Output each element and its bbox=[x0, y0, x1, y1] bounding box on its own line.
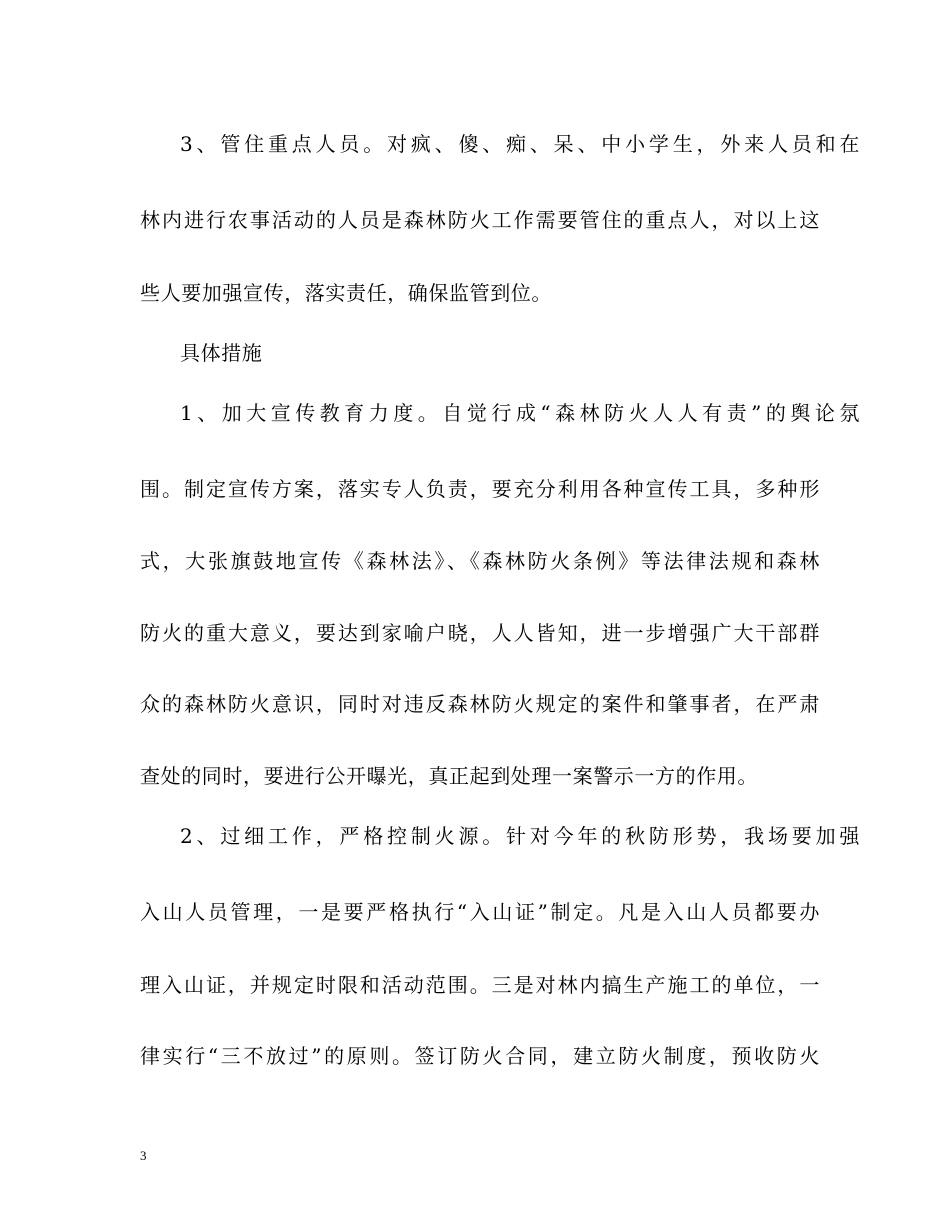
text-line: 1、加大宣传教育力度。自觉行成“森林防火人人有责”的舆论氛 bbox=[180, 401, 860, 425]
page-number: 3 bbox=[140, 1148, 147, 1163]
text-line: 3、管住重点人员。对疯、傻、痴、呆、中小学生，外来人员和在 bbox=[180, 132, 860, 156]
text-line: 些人要加强宣传，落实责任，确保监管到位。 bbox=[140, 281, 552, 305]
text-line: 查处的同时，要进行公开曝光，真正起到处理一案警示一方的作用。 bbox=[140, 764, 758, 788]
text-line: 围。制定宣传方案，落实专人负责，要充分利用各种宣传工具，多种形 bbox=[140, 477, 820, 501]
text-line: 众的森林防火意识，同时对违反森林防火规定的案件和肇事者，在严肃 bbox=[140, 692, 820, 716]
text-line: 防火的重大意义，要达到家喻户晓，人人皆知，进一步增强广大干部群 bbox=[140, 621, 820, 645]
text-line: 式，大张旗鼓地宣传《森林法》、《森林防火条例》等法律法规和森林 bbox=[140, 549, 820, 573]
section-heading: 具体措施 bbox=[180, 341, 263, 365]
text-line: 律实行“三不放过”的原则。签订防火合同，建立防火制度，预收防火 bbox=[140, 1044, 820, 1068]
text-line: 入山人员管理，一是要严格执行“入山证”制定。凡是入山人员都要办 bbox=[140, 900, 820, 924]
text-line: 2、过细工作，严格控制火源。针对今年的秋防形势，我场要加强 bbox=[180, 824, 860, 848]
text-line: 林内进行农事活动的人员是森林防火工作需要管住的重点人，对以上这 bbox=[140, 208, 820, 232]
text-line: 理入山证，并规定时限和活动范围。三是对林内搞生产施工的单位，一 bbox=[140, 973, 820, 997]
